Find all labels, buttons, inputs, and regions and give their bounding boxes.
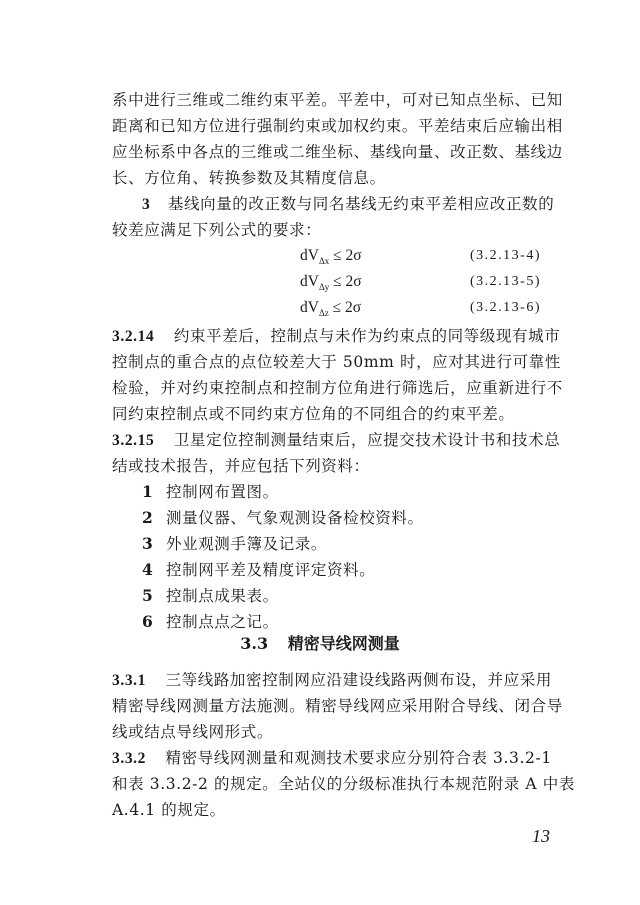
section-number: 3.3: [240, 634, 269, 653]
text-line: 精密导线网测量和观测技术要求应分别符合表 3.3.2-1: [165, 749, 552, 767]
text-line: 检验，并对约束控制点和控制方位角进行筛选后，应重新进行不: [112, 379, 563, 397]
text-line: 应坐标系中各点的三维或二维坐标、基线向量、改正数、基线边: [112, 143, 563, 161]
clause-number: 3.3.2: [112, 750, 146, 767]
equation-number: (3.2.13-6): [470, 300, 541, 315]
text-line: 长、方位角、转换参数及其精度信息。: [112, 169, 386, 187]
text-line: 线或结点导线网形式。: [112, 723, 274, 741]
text-line: 距离和已知方位进行强制约束或加权约束。平差结束后应输出相: [112, 117, 563, 135]
item-number: 3: [142, 196, 151, 213]
equation-number: (3.2.13-4): [470, 248, 541, 263]
text-line: 同约束控制点或不同约束方位角的不同组合的约束平差。: [112, 405, 515, 423]
list-item: 1 控制网布置图。: [142, 482, 279, 501]
clause-number: 3.2.15: [112, 432, 155, 449]
clause-number: 3.2.14: [112, 328, 155, 345]
section-title: 精密导线网测量: [287, 634, 400, 653]
section-heading: [0, 634, 640, 654]
text-line: 约束平差后，控制点与未作为约束点的同等级现有城市: [173, 327, 561, 345]
text-line: 精密导线网测量方法施测。精密导线网应采用附合导线、闭合导: [112, 697, 563, 715]
list-item: 6 控制点点之记。: [142, 612, 279, 631]
list-item: 2 测量仪器、气象观测设备检校资料。: [142, 508, 424, 527]
formula: $dV_{\Delta x} \le 2\sigma$: [300, 247, 362, 267]
list-item: 3 外业观测手簿及记录。: [142, 534, 328, 553]
text-line: 和表 3.3.2-2 的规定。全站仪的分级标准执行本规范附录 A 中表: [112, 775, 575, 793]
list-item: 5 控制点成果表。: [142, 586, 279, 605]
formula: $dV_{\Delta z} \le 2\sigma$: [300, 299, 362, 319]
text-line: 卫星定位控制测量结束后，应提交技术设计书和技术总: [173, 431, 561, 449]
page-number: 13: [532, 826, 550, 846]
text-line: A.4.1 的规定。: [112, 801, 226, 819]
list-item: 4 控制网平差及精度评定资料。: [142, 560, 376, 579]
clause-number: 3.3.1: [112, 672, 146, 689]
text-line: 三等线路加密控制网应沿建设线路两侧布设，并应采用: [165, 671, 552, 689]
text-line: 系中进行三维或二维约束平差。平差中，可对已知点坐标、已知: [112, 91, 563, 109]
text-line: 较差应满足下列公式的要求：: [112, 221, 322, 239]
text-line: 基线向量的改正数与同名基线无约束平差相应改正数的: [167, 195, 555, 213]
text-line: 控制点的重合点的点位较差大于 50mm 时，应对其进行可靠性: [112, 353, 561, 371]
equation-number: (3.2.13-5): [470, 274, 541, 289]
text-line: 结或技术报告，并应包括下列资料：: [112, 457, 370, 475]
formula: $dV_{\Delta y} \le 2\sigma$: [300, 273, 362, 293]
